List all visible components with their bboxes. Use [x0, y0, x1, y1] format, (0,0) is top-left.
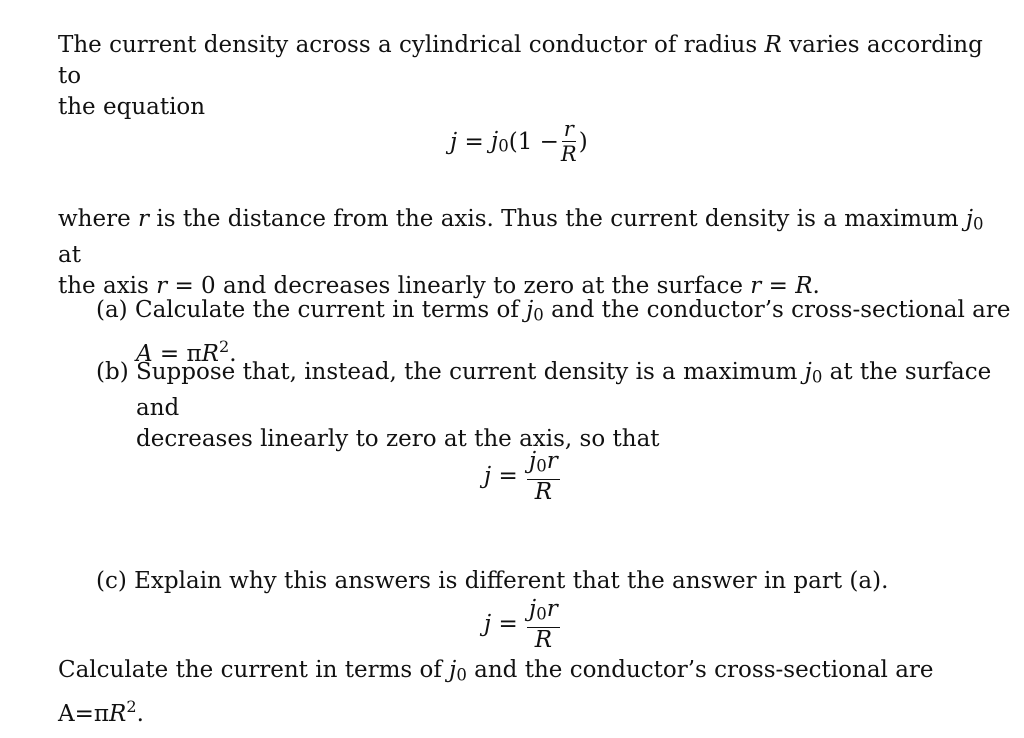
where-text-4: the axis — [58, 272, 157, 299]
eq3-fraction — [527, 598, 560, 651]
intro-line2: the equation — [58, 94, 206, 120]
part-b-j: j — [804, 359, 812, 385]
eq2-denominator: R — [534, 478, 553, 505]
where-text-1: where — [58, 206, 139, 232]
part-a-text-2: and the conductor’s cross-sectional are — [543, 297, 1011, 323]
where-r3: r — [750, 272, 762, 299]
eq1-open: (1 − — [508, 128, 559, 155]
where-text-7: . — [812, 272, 820, 299]
eq3-lhs: j — [484, 611, 492, 638]
radius-variable: R — [764, 32, 782, 58]
eq3-num-j: j — [529, 596, 537, 622]
part-c-text: Explain why this answers is different that the answer in part (a). — [126, 568, 889, 594]
where-R: R — [795, 272, 813, 299]
final-text-2: and the conductor’s cross-sectional are A=π — [58, 657, 934, 727]
eq2-fraction — [527, 450, 560, 503]
intro-text: The current density across a cylindrical conductor of radius — [58, 32, 765, 58]
part-b-text-1: Suppose that, instead, the current density is a maximum — [128, 359, 805, 385]
part-b-j-sub: 0 — [811, 367, 823, 387]
eq2-num-j: j — [529, 448, 537, 474]
eq2-num-r: r — [546, 448, 558, 474]
final-sup: 2 — [126, 696, 137, 716]
part-a-eq: = π — [152, 340, 202, 367]
part-b-text-2: at the surface and — [136, 359, 992, 421]
part-a-sup: 2 — [218, 336, 230, 356]
eq3-num-r: r — [546, 596, 558, 622]
where-paragraph — [58, 204, 998, 302]
part-b-label: (b) — [96, 359, 129, 385]
part-a-label: (a) — [96, 297, 128, 323]
eq1-denominator: R — [560, 142, 577, 166]
eq3-numerator — [527, 598, 560, 628]
part-a-text-1: Calculate the current in terms of — [127, 297, 527, 323]
where-text-6: = — [761, 272, 796, 299]
eq1-j0-sub: 0 — [498, 136, 509, 156]
where-text-2: is the distance from the axis. Thus the current density is a maximum — [149, 206, 966, 232]
eq3-denominator: R — [534, 626, 553, 653]
eq2-numerator — [527, 450, 560, 480]
part-c-label: (c) — [96, 568, 127, 594]
final-j-sub: 0 — [456, 665, 467, 685]
where-text-3: at — [58, 241, 81, 268]
part-b-text-3: decreases linearly to zero at the axis, so that — [136, 425, 660, 452]
intro-paragraph — [58, 30, 998, 123]
part-a-dot: . — [229, 340, 237, 367]
eq2-equals: = — [491, 463, 526, 490]
part-a-A: A — [136, 340, 153, 367]
equation-linear-density-repeat — [484, 598, 562, 651]
where-text-5: = 0 and decreases linearly to zero at the surface — [167, 272, 751, 299]
eq1-j0 — [491, 128, 509, 156]
part-a-j-sub: 0 — [533, 305, 544, 325]
equation-linear-density — [484, 450, 562, 503]
where-r: r — [138, 206, 150, 232]
final-R: R — [109, 700, 127, 727]
eq1-lhs: j — [450, 128, 458, 155]
final-j: j — [449, 657, 457, 683]
where-j-sub: 0 — [972, 214, 984, 234]
part-a-j: j — [526, 297, 534, 323]
final-text-1: Calculate the current in terms of — [58, 657, 450, 683]
eq1-close: ) — [578, 128, 588, 155]
final-question — [58, 655, 1008, 729]
eq1-fraction — [561, 118, 577, 165]
eq3-num-sub: 0 — [536, 604, 547, 624]
eq1-equals: = — [457, 128, 492, 155]
part-a-R: R — [201, 340, 219, 367]
part-c — [96, 566, 996, 597]
equation-current-density — [450, 118, 588, 165]
where-j: j — [965, 206, 973, 232]
eq1-j0-base: j — [491, 127, 499, 154]
eq2-num-sub: 0 — [536, 456, 547, 476]
eq3-equals: = — [491, 611, 526, 638]
intro-text-end: varies according to — [58, 32, 983, 89]
final-dot: . — [136, 700, 144, 727]
part-b — [96, 357, 1024, 455]
where-r2: r — [156, 272, 168, 299]
eq2-lhs: j — [484, 463, 492, 490]
eq1-numerator: r — [563, 117, 574, 141]
